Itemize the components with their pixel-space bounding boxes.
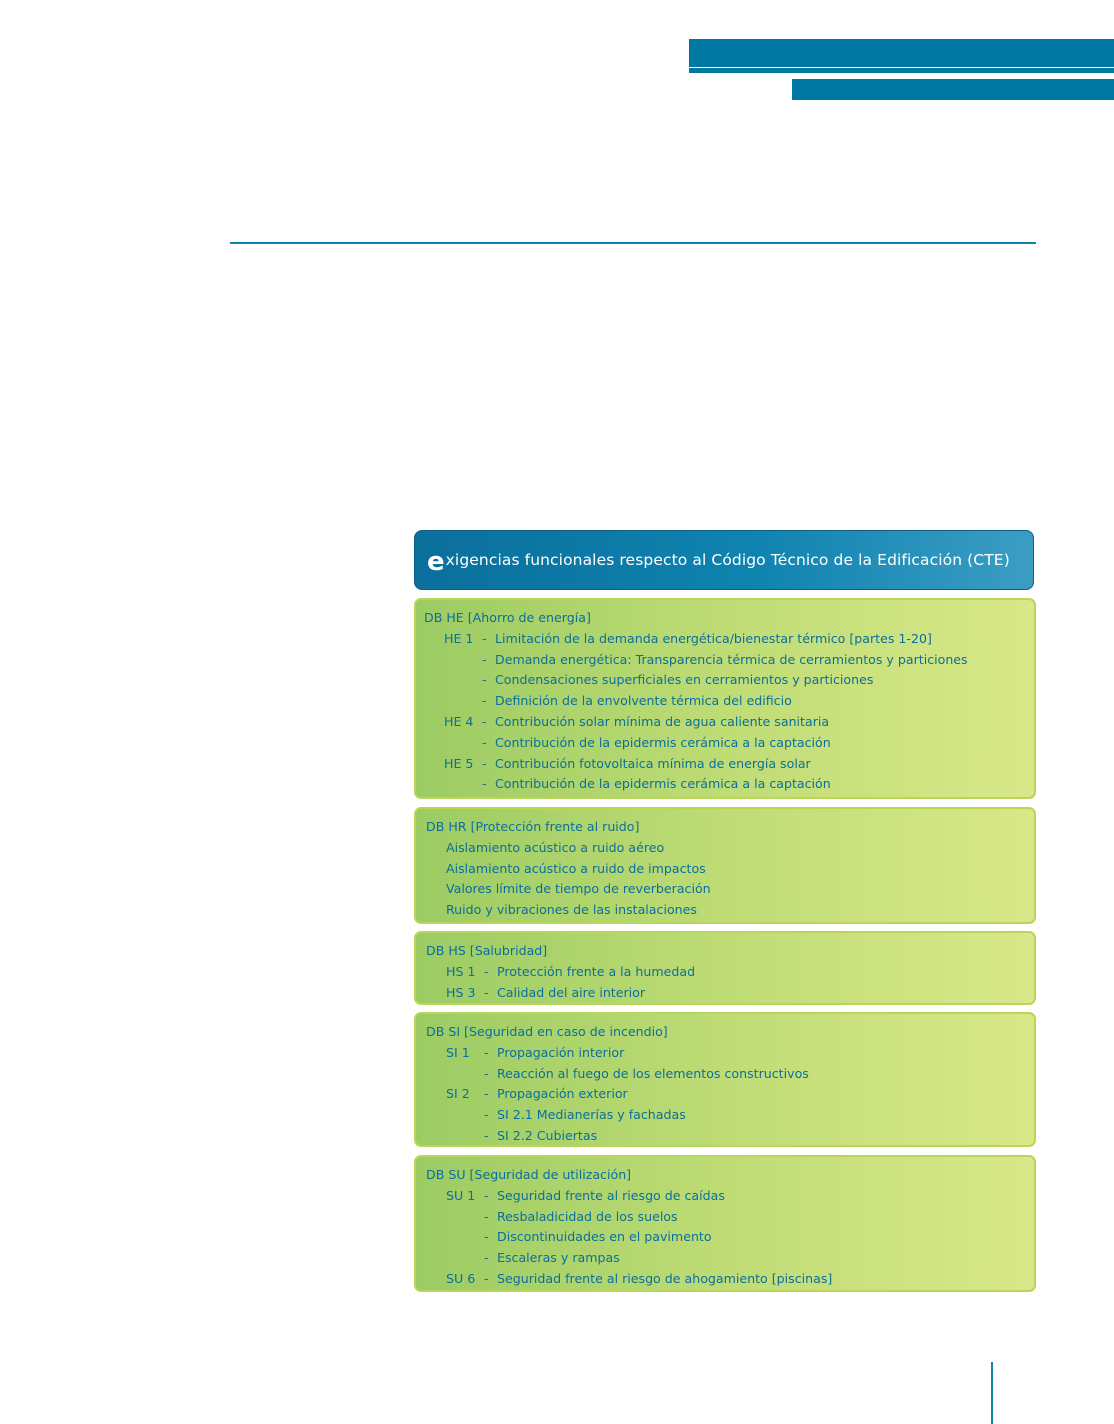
header-initial: e [427,547,445,577]
list-item [416,859,1034,880]
item-text: SI 2.2 Cubiertas [497,1127,598,1143]
cte-requirements-header [414,530,1034,590]
item-text: Discontinuidades en el pavimento [497,1229,712,1245]
page-edge-rule [991,1362,993,1424]
item-bullet: - [484,1250,489,1266]
decorative-band-thin [689,68,1114,73]
item-text: Contribución de la epidermis cerámica a la captación [495,776,831,792]
section-panel [414,1012,1036,1147]
section-title: DB SI [Seguridad en caso de incendio] [426,1024,668,1039]
list-item [416,754,1034,775]
list-item [416,1064,1034,1085]
item-code: SU 1 [446,1187,476,1203]
section-panel [414,807,1036,924]
item-text: Contribución solar mínima de agua caliente sanitaria [495,713,830,729]
section-title: DB HR [Protección frente al ruido] [426,819,640,834]
item-text: Contribución de la epidermis cerámica a la captación [495,734,831,750]
list-item [416,983,1034,1004]
item-bullet: - [484,1187,489,1203]
item-bullet: - [484,1044,489,1060]
item-text: Ruido y vibraciones de las instalaciones [446,902,697,918]
item-code: SI 1 [446,1044,470,1060]
item-text: Condensaciones superficiales en cerramientos y particiones [495,672,874,688]
header-title: xigencias funcionales respecto al Código Técnico de la Edificación (CTE) [445,551,1010,569]
list-item [416,774,1034,795]
list-item [416,691,1034,712]
list-item [416,650,1034,671]
list-item [416,1105,1034,1126]
item-text: SI 2.1 Medianerías y fachadas [497,1107,686,1123]
list-item [416,879,1034,900]
item-bullet: - [484,1127,489,1143]
item-bullet: - [482,672,487,688]
list-item [416,1269,1034,1290]
item-text: Valores límite de tiempo de reverberación [446,881,711,897]
horizontal-rule [230,242,1036,244]
item-code: HE 5 [444,755,474,771]
item-text: Escaleras y rampas [497,1250,620,1266]
list-item [416,962,1034,983]
item-code: HE 4 [444,713,474,729]
item-bullet: - [484,1208,489,1224]
section-panel [414,931,1036,1005]
list-item [416,1207,1034,1228]
item-code: HS 1 [446,963,476,979]
item-bullet: - [484,1229,489,1245]
item-text: Reacción al fuego de los elementos constructivos [497,1065,809,1081]
item-text: Limitación de la demanda energética/bienestar térmico [partes 1-20] [495,630,932,646]
section-panel [414,1155,1036,1292]
list-item [416,629,1034,650]
list-item [416,1084,1034,1105]
item-text: Calidad del aire interior [497,984,646,1000]
item-text: Protección frente a la humedad [497,963,696,979]
item-bullet: - [484,1086,489,1102]
list-item [416,1186,1034,1207]
item-code: SU 6 [446,1270,476,1286]
section-title: DB SU [Seguridad de utilización] [426,1167,632,1182]
item-bullet: - [484,1065,489,1081]
list-item [416,1248,1034,1269]
item-code: HE 1 [444,630,474,646]
list-item [416,712,1034,733]
item-bullet: - [484,1270,489,1286]
item-text: Aislamiento acústico a ruido aéreo [446,839,665,855]
item-bullet: - [482,734,487,750]
list-item [416,733,1034,754]
item-bullet: - [482,713,487,729]
list-item [416,838,1034,859]
section-title: DB HE [Ahorro de energía] [424,610,591,625]
item-text: Aislamiento acústico a ruido de impactos [446,860,706,876]
decorative-band-top [689,39,1114,67]
item-text: Propagación exterior [497,1086,628,1102]
list-item [416,1043,1034,1064]
item-bullet: - [482,693,487,709]
item-bullet: - [482,776,487,792]
item-text: Definición de la envolvente térmica del edificio [495,693,792,709]
item-bullet: - [484,984,489,1000]
list-item [416,1227,1034,1248]
item-text: Demanda energética: Transparencia térmica de cerramientos y particiones [495,651,968,667]
item-bullet: - [484,963,489,979]
item-bullet: - [482,755,487,771]
item-bullet: - [482,651,487,667]
item-text: Propagación interior [497,1044,625,1060]
list-item [416,670,1034,691]
item-bullet: - [484,1107,489,1123]
item-bullet: - [482,630,487,646]
section-title: DB HS [Salubridad] [426,943,548,958]
decorative-band-lower [792,79,1114,100]
list-item [416,900,1034,921]
item-text: Seguridad frente al riesgo de ahogamiento [piscinas] [497,1270,833,1286]
item-code: SI 2 [446,1086,470,1102]
item-code: HS 3 [446,984,476,1000]
item-text: Contribución fotovoltaica mínima de energía solar [495,755,811,771]
item-text: Seguridad frente al riesgo de caídas [497,1187,725,1203]
list-item [416,1126,1034,1147]
item-text: Resbaladicidad de los suelos [497,1208,678,1224]
section-panel [414,598,1036,799]
